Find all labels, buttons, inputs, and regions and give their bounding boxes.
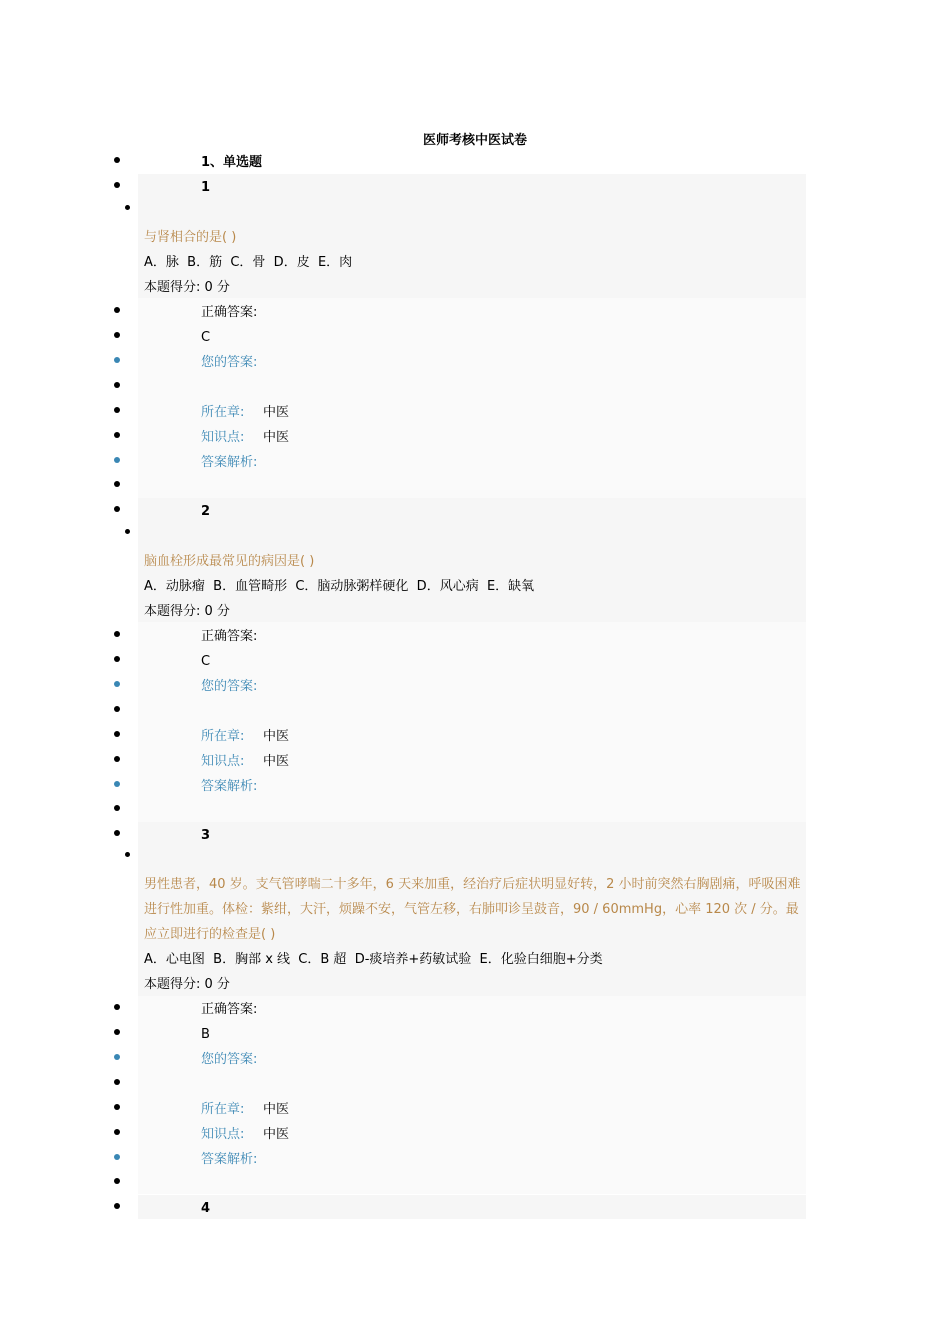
knowledge-label: 知识点: (201, 430, 245, 445)
your-answer-label: 您的答案: (201, 1052, 258, 1067)
empty-line (0, 799, 950, 824)
score-line (144, 603, 230, 621)
chapter-line (0, 725, 950, 750)
bullet (114, 656, 120, 662)
bullet (114, 1203, 120, 1209)
score-line (144, 976, 230, 994)
chapter-label: 所在章: (201, 1102, 245, 1117)
question-3-number-line (0, 824, 950, 849)
chapter-label: 所在章: (201, 729, 245, 744)
chapter-line (0, 401, 950, 426)
bullet (114, 407, 120, 413)
analysis-line (0, 451, 950, 476)
bullet (114, 357, 120, 363)
correct-label-line (0, 625, 950, 650)
analysis-label: 答案解析: (201, 779, 258, 794)
question-options: A．心电图 B．胸部 x 线 C．B 超 D-痰培养+药敏试验 E．化验白细胞+分类 (144, 952, 603, 967)
question-3-options (0, 948, 950, 973)
knowledge-value: 中医 (263, 1127, 290, 1142)
knowledge-value: 中医 (263, 754, 290, 769)
bullet (114, 781, 120, 787)
your-answer-line (0, 1048, 950, 1073)
empty-line (0, 1172, 950, 1197)
question-2-number-line (0, 500, 950, 525)
correct-label: 正确答案: (201, 305, 258, 320)
section-line (0, 151, 950, 176)
chapter-line (0, 1098, 950, 1123)
bullet (114, 481, 120, 487)
question-number: 1 (201, 180, 211, 195)
bullet (114, 1129, 120, 1135)
correct-label: 正确答案: (201, 1002, 258, 1017)
chapter-value: 中医 (263, 729, 290, 744)
chapter-value: 中医 (263, 405, 290, 420)
bullet (114, 157, 120, 163)
analysis-label: 答案解析: (201, 455, 258, 470)
your-answer-label: 您的答案: (201, 679, 258, 694)
bullet (114, 756, 120, 762)
bullet (114, 182, 120, 188)
correct-label-line (0, 998, 950, 1023)
correct-label: 正确答案: (201, 629, 258, 644)
question-2-sub (0, 525, 950, 550)
question-text: 脑血栓形成最常见的病因是( ) (144, 554, 315, 569)
empty-line (0, 1073, 950, 1098)
bullet (114, 1104, 120, 1110)
bullet (114, 1004, 120, 1010)
question-1-text-line (0, 226, 950, 251)
question-1-sub (0, 201, 950, 226)
question-2-options (0, 575, 950, 600)
empty-line (0, 700, 950, 725)
chapter-value: 中医 (263, 1102, 290, 1117)
bullet (114, 332, 120, 338)
knowledge-line (0, 750, 950, 775)
your-answer-label: 您的答案: (201, 355, 258, 370)
question-options: A．脉 B．筋 C．骨 D．皮 E．肉 (144, 255, 353, 270)
question-1-options (0, 251, 950, 276)
bullet (114, 631, 120, 637)
empty-line (0, 376, 950, 401)
correct-label-line (0, 301, 950, 326)
correct-value: C (201, 330, 211, 345)
chapter-label: 所在章: (201, 405, 245, 420)
question-number: 3 (201, 828, 211, 843)
knowledge-line (0, 426, 950, 451)
score-value: 0 分 (204, 977, 230, 992)
bullet (114, 805, 120, 811)
knowledge-value: 中医 (263, 430, 290, 445)
score-value: 0 分 (204, 280, 230, 295)
bullet (114, 1054, 120, 1060)
page-title: 医师考核中医试卷 (422, 133, 527, 148)
bullet (114, 731, 120, 737)
your-answer-line (0, 675, 950, 700)
knowledge-line (0, 1123, 950, 1148)
your-answer-line (0, 351, 950, 376)
score-label: 本题得分: (144, 604, 201, 619)
analysis-line (0, 775, 950, 800)
score-label: 本题得分: (144, 280, 201, 295)
bullet (114, 506, 120, 512)
question-text: 男性患者，40 岁。支气管哮喘二十多年，6 天来加重，经治疗后症状明显好转，2 小时前突然右胸剧痛，呼吸困难进行性加重。体检：紫绀，大汗，烦躁不安，气管左移，右肺叩诊呈鼓音，90 / 60mmHg，心率 120 次 / 分。最应立即进行的检查是( ) (144, 877, 801, 942)
correct-value: B (201, 1027, 210, 1042)
question-3-sub (0, 848, 950, 873)
bullet (114, 432, 120, 438)
correct-value: C (201, 654, 211, 669)
section-title: 1、单选题 (201, 155, 263, 170)
question-number: 4 (201, 1201, 211, 1216)
bullet (114, 830, 120, 836)
bullet (114, 457, 120, 463)
question-4-number-line (0, 1197, 950, 1222)
question-text: 与肾相合的是( ) (144, 230, 237, 245)
bullet (114, 1154, 120, 1160)
analysis-label: 答案解析: (201, 1152, 258, 1167)
correct-value-line (0, 1023, 950, 1048)
score-line (144, 279, 230, 297)
empty-line (0, 475, 950, 500)
bullet (114, 1178, 120, 1184)
bullet (114, 1079, 120, 1085)
knowledge-label: 知识点: (201, 754, 245, 769)
knowledge-label: 知识点: (201, 1127, 245, 1142)
bullet (114, 382, 120, 388)
bullet (114, 307, 120, 313)
score-label: 本题得分: (144, 977, 201, 992)
bullet (125, 529, 130, 534)
bullet (114, 681, 120, 687)
question-number: 2 (201, 504, 211, 519)
question-2-text-line (0, 550, 950, 575)
question-3-score (0, 973, 950, 998)
question-1-number-line (0, 176, 950, 201)
bullet (114, 706, 120, 712)
correct-value-line (0, 326, 950, 351)
bullet (125, 852, 130, 857)
correct-value-line (0, 650, 950, 675)
score-value: 0 分 (204, 604, 230, 619)
question-options: A．动脉瘤 B．血管畸形 C．脑动脉粥样硬化 D．风心病 E．缺氧 (144, 579, 535, 594)
bullet (114, 1029, 120, 1035)
bullet (125, 205, 130, 210)
analysis-line (0, 1148, 950, 1173)
